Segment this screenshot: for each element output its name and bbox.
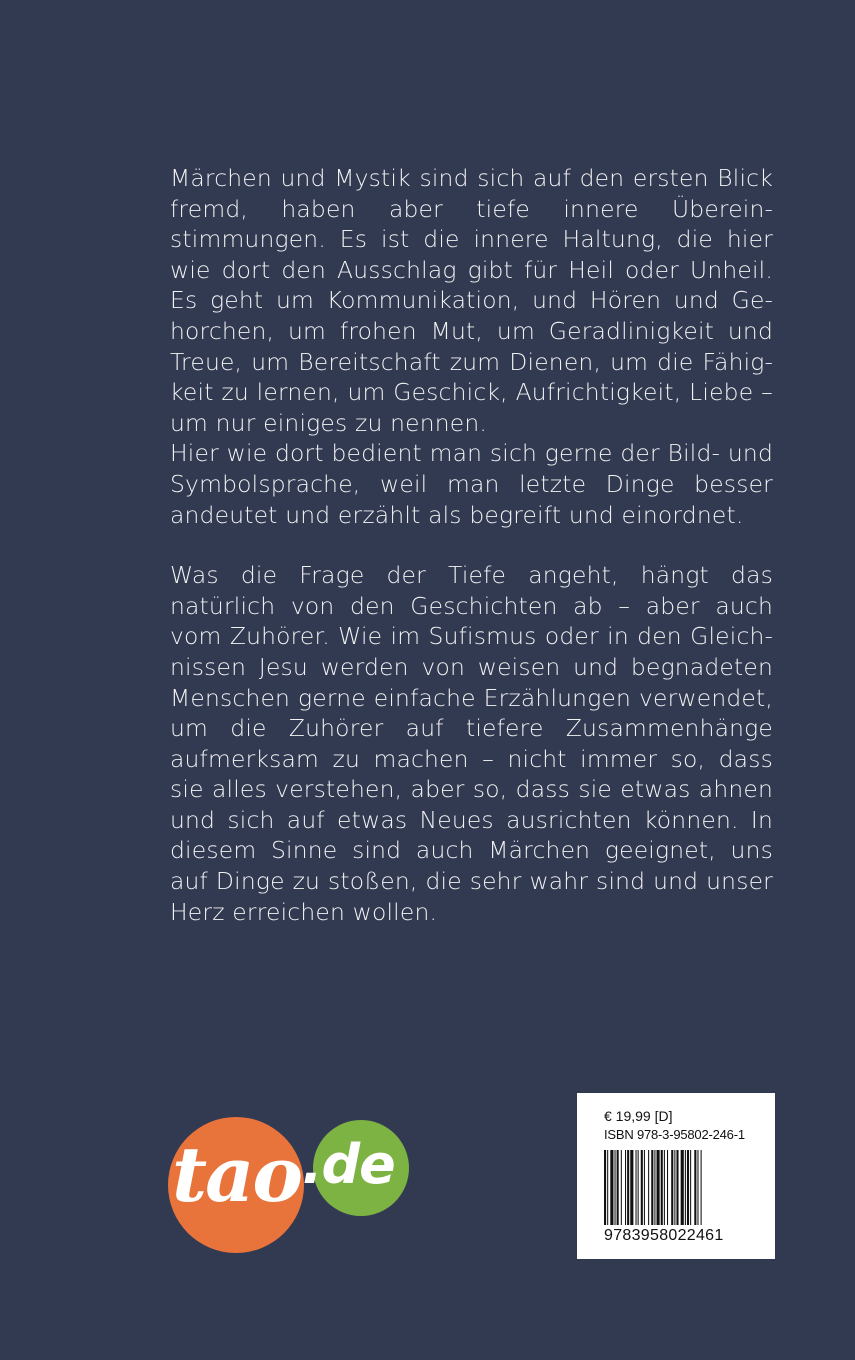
publisher-logo bbox=[168, 1117, 413, 1247]
blurb-paragraph-2: Hier wie dort bedient man sich gerne der Bild- und Symbolsprache, weil man letzte Dinge besser andeutet und erzählt als begreift und einordnet. bbox=[170, 439, 773, 529]
ean-number: 9783958022461 bbox=[604, 1227, 724, 1244]
blurb-paragraph-3: Was die Frage der Tiefe angeht, hängt das natürlich von den Geschichten ab – aber auch vom Zuhörer. Wie im Sufismus oder in den Gleichnissen Jesu werden von weisen und begnadeten Menschen gerne einfache Erzählungen verwendet, um die Zuhörer auf tiefere Zusammenhänge aufmerksam zu machen – nicht immer so, dass sie alles verstehen, aber so, dass sie etwas ahnen und sich auf etwas Neues ausrichten können. In diesem Sinne sind auch Märchen geeignet, uns auf Dinge zu stoßen, die sehr wahr sind und unser Herz erreichen wollen. bbox=[170, 561, 773, 926]
barcode-bars-icon bbox=[604, 1150, 748, 1225]
price-label: € 19,99 [D] bbox=[604, 1108, 673, 1124]
logo-word-de: .de bbox=[302, 1133, 395, 1196]
barcode-panel bbox=[577, 1093, 775, 1259]
logo-word-tao: tao bbox=[172, 1130, 302, 1219]
isbn-label: ISBN 978-3-95802-246-1 bbox=[604, 1127, 745, 1142]
back-cover-blurb bbox=[170, 163, 773, 927]
blurb-paragraph-1: Märchen und Mystik sind sich auf den ersten Blick fremd, haben aber tiefe innere Übereinstimmungen. Es ist die innere Haltung, die hier wie dort den Ausschlag gibt für Heil oder Unheil. Es geht um Kommunikation, und Hören und Gehorchen, um frohen Mut, um Geradlinigkeit und Treue, um Bereitschaft zum Dienen, um die Fähigkeit zu lernen, um Geschick, Aufrichtigkeit, Liebe – um nur einiges zu nennen. bbox=[170, 164, 773, 437]
